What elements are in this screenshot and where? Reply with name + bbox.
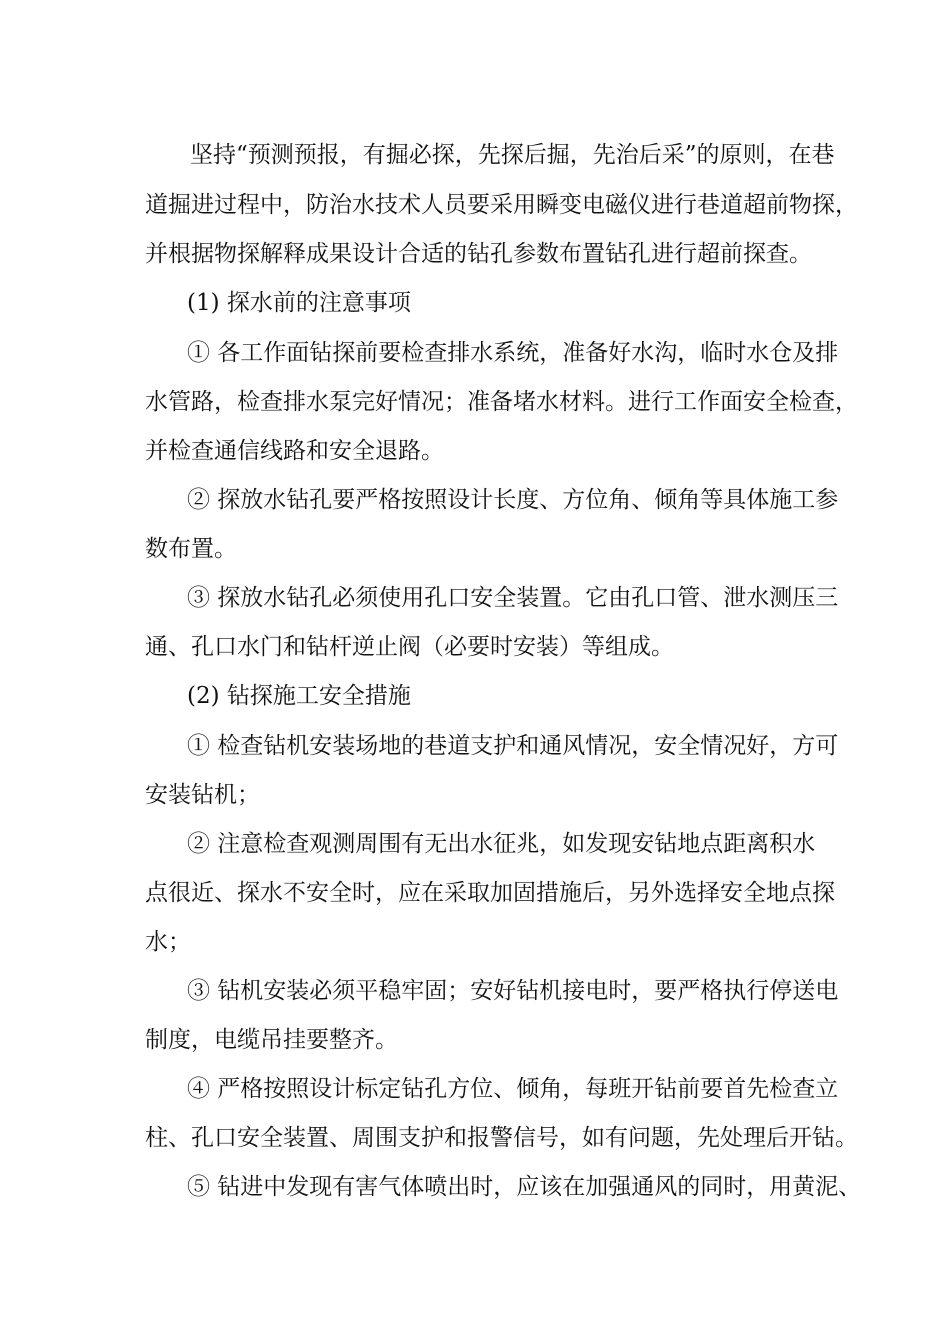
item-8-line-1: ⑤ 钻进中发现有害气体喷出时，应该在加强通风的同时，用黄泥、 xyxy=(187,1174,862,1200)
section-heading-1: (1) 探水前的注意事项 xyxy=(187,290,411,316)
section-heading-2: (2) 钻探施工安全措施 xyxy=(187,683,411,709)
item-4-line-1: ① 检查钻机安装场地的巷道支护和通风情况，安全情况好，方可 xyxy=(187,733,839,759)
intro-line-2: 道掘进过程中，防治水技术人员要采用瞬变电磁仪进行巷道超前物探， xyxy=(145,192,858,218)
item-6-line-2: 制度，电缆吊挂要整齐。 xyxy=(145,1027,398,1053)
item-5-line-3: 水； xyxy=(145,929,191,955)
intro-line-1: 坚持“预测预报，有掘必探，先探后掘，先治后采”的原则，在巷 xyxy=(190,142,835,168)
item-1-line-1: ① 各工作面钻探前要检查排水系统，准备好水沟，临时水仓及排 xyxy=(187,340,839,366)
item-4-line-2: 安装钻机； xyxy=(145,782,260,808)
item-7-line-1: ④ 严格按照设计标定钻孔方位、倾角，每班开钻前要首先检查立 xyxy=(187,1076,839,1102)
item-5-line-1: ② 注意检查观测周围有无出水征兆，如发现安钻地点距离积水 xyxy=(187,831,816,857)
intro-line-3: 并根据物探解释成果设计合适的钻孔参数布置钻孔进行超前探查。 xyxy=(145,241,812,267)
item-3-line-2: 通、孔口水门和钻杆逆止阀（必要时安装）等组成。 xyxy=(145,634,674,660)
item-6-line-1: ③ 钻机安装必须平稳牢固；安好钻机接电时，要严格执行停送电 xyxy=(187,978,839,1004)
item-2-line-2: 数布置。 xyxy=(145,536,237,562)
item-1-line-2: 水管路，检查排水泵完好情况；准备堵水材料。进行工作面安全检查， xyxy=(145,389,858,415)
item-2-line-1: ② 探放水钻孔要严格按照设计长度、方位角、倾角等具体施工参 xyxy=(187,487,839,513)
item-1-line-3: 并检查通信线路和安全退路。 xyxy=(145,438,444,464)
item-5-line-2: 点很近、探水不安全时，应在采取加固措施后，另外选择安全地点探 xyxy=(145,880,835,906)
item-7-line-2: 柱、孔口安全装置、周围支护和报警信号，如有问题，先处理后开钻。 xyxy=(145,1125,858,1151)
item-3-line-1: ③ 探放水钻孔必须使用孔口安全装置。它由孔口管、泄水测压三 xyxy=(187,585,839,611)
